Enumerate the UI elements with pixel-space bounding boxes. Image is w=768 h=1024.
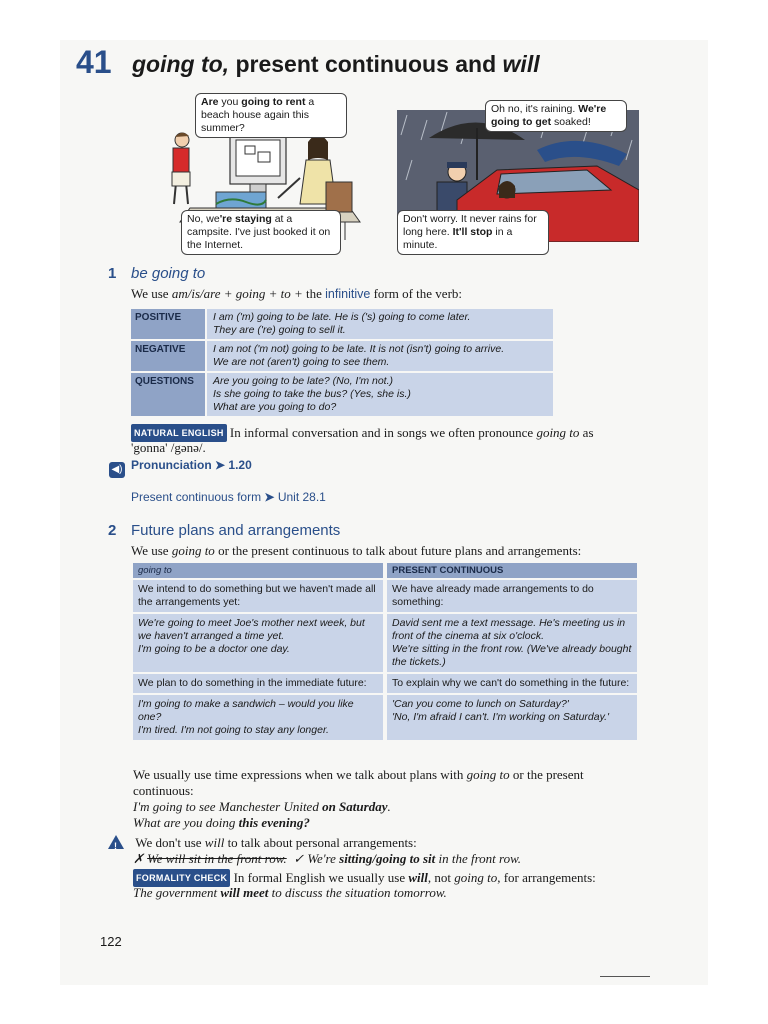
bubble-text: you	[218, 96, 242, 108]
formal-example	[133, 885, 447, 901]
example-text: I'm going to see Manchester United	[133, 799, 323, 814]
intro-italic: going to	[171, 543, 215, 558]
bubble-text-bold: going to rent	[241, 96, 306, 108]
example-line: Are you going to be late? (No, I'm not.)	[213, 375, 394, 387]
note-text: In formal English we usually use	[230, 870, 409, 885]
example-line: We're sitting in the front row. (We've already bought the tickets.)	[392, 643, 632, 668]
cross-ref-label: Present continuous form	[131, 490, 262, 504]
speech-bubble-answer	[181, 210, 341, 255]
bubble-text-bold: We're going to get	[491, 103, 607, 128]
example-line: We're going to meet Joe's mother next week, but we haven't arranged a time yet.	[138, 617, 365, 642]
example-bold: will meet	[220, 885, 269, 900]
table-cell	[133, 614, 383, 672]
table-header	[133, 563, 637, 578]
speech-bubble-dont-worry	[397, 210, 549, 255]
speech-bubble-raining	[485, 100, 627, 132]
example-line: We are not (aren't) going to see them.	[213, 356, 390, 368]
row-examples	[207, 309, 553, 339]
intro-formula: am/is/are + going + to +	[171, 286, 303, 301]
example-line: 'Can you come to lunch on Saturday?'	[392, 698, 569, 710]
table-cell: We plan to do something in the immediate future:	[133, 674, 383, 693]
bubble-text-bold: Are	[201, 96, 219, 108]
present-continuous-link[interactable]	[131, 490, 326, 504]
check-icon: ✓	[293, 851, 305, 866]
natural-english-note-line2: 'gonna' /gənə/.	[131, 440, 206, 455]
intro-text: form of the verb:	[370, 286, 463, 301]
bubble-text: soaked!	[551, 116, 591, 128]
note-text: We usually use time expressions when we talk about plans with	[133, 767, 467, 782]
page-number: 122	[100, 934, 122, 949]
header-present-continuous: PRESENT CONTINUOUS	[387, 563, 637, 578]
example-manchester	[133, 799, 391, 815]
note-text: as	[579, 425, 594, 440]
row-label: QUESTIONS	[131, 373, 205, 416]
note-text: , not	[427, 870, 455, 885]
wrong-example: We will sit in the front row.	[147, 851, 287, 866]
arrow-icon: ➤	[215, 458, 226, 472]
intro-text: We use	[131, 286, 172, 301]
example-line: I'm going to make a sandwich – would you like one?	[138, 698, 354, 723]
cross-icon: ✗	[133, 851, 144, 866]
note-italic: going to	[454, 870, 498, 885]
row-examples	[207, 341, 553, 371]
cross-ref-unit: Unit 28.1	[277, 490, 326, 504]
table-cell	[133, 695, 383, 740]
note-bold: will	[408, 870, 428, 885]
unit-title-going-to: going to,	[132, 51, 230, 77]
right-wrong-examples	[133, 851, 521, 867]
example-text: What are you doing	[133, 815, 239, 830]
example-line: David sent me a text message. He's meeting us in front of the cinema at six o'clock.	[392, 617, 626, 642]
going-to-forms-table	[131, 309, 553, 418]
row-label: NEGATIVE	[131, 341, 205, 371]
table-row	[133, 674, 637, 693]
bubble-text: in a minute.	[403, 226, 513, 251]
note-text: , for arrangements:	[497, 870, 596, 885]
infinitive-keyword: infinitive	[325, 287, 371, 301]
unit-title-middle: present continuous and	[229, 51, 503, 77]
section-2-intro	[131, 543, 581, 559]
example-line: I am ('m) going to be late. He is ('s) going to come later.	[213, 311, 471, 323]
example-line: 'No, I'm afraid I can't. I'm working on Saturday.'	[392, 711, 609, 723]
table-row	[133, 580, 637, 612]
warning-note	[108, 835, 417, 851]
table-cell: To explain why we can't do something in the future:	[387, 674, 637, 693]
pronunciation-ref: 1.20	[228, 458, 252, 472]
warning-italic: will	[204, 835, 225, 850]
example-bold: on Saturday	[322, 799, 388, 814]
bubble-text: No, we	[187, 213, 220, 225]
audio-icon: ◀)	[109, 462, 125, 478]
warning-icon: !	[108, 835, 124, 849]
warning-text: We don't use	[135, 835, 205, 850]
table-row-questions	[131, 373, 553, 418]
section-1-number: 1	[108, 265, 117, 282]
example-line: They are ('re) going to sell it.	[213, 324, 346, 336]
row-examples	[207, 373, 553, 416]
unit-number: 41	[76, 44, 112, 80]
right-example-bold: sitting/going to sit	[339, 851, 436, 866]
bubble-text: Don't worry. It never rains for long here.	[403, 213, 537, 238]
table-cell	[387, 614, 637, 672]
section-1-intro	[131, 286, 462, 302]
table-cell: We intend to do something but we haven't made all the arrangements yet:	[133, 580, 383, 612]
pronunciation-label: Pronunciation	[131, 458, 212, 472]
table-cell	[387, 695, 637, 740]
section-1-title: be going to	[131, 265, 206, 282]
plans-arrangements-table	[133, 563, 637, 740]
bubble-text: Oh no, it's raining.	[491, 103, 579, 115]
example-line: I'm going to be a doctor one day.	[138, 643, 290, 655]
speech-bubble-question	[195, 93, 347, 138]
header-going-to: going to	[133, 563, 383, 578]
table-row-negative	[131, 341, 553, 373]
arrow-icon: ➤	[264, 490, 275, 504]
example-bold: this evening?	[238, 815, 310, 830]
note-text: In informal conversation and in songs we often pronounce	[226, 425, 537, 440]
right-example: We're	[307, 851, 340, 866]
section-2-title: Future plans and arrangements	[131, 522, 341, 539]
bubble-text: at a campsite. I've just booked it on the Internet.	[187, 213, 331, 251]
example-text: to discuss the situation tomorrow.	[268, 885, 447, 900]
pronunciation-link[interactable]	[109, 458, 252, 478]
row-label: POSITIVE	[131, 309, 205, 339]
intro-text: or the present continuous to talk about future plans and arrangements:	[214, 543, 582, 558]
footer-divider	[600, 976, 650, 977]
warning-text: to talk about personal arrangements:	[224, 835, 417, 850]
bubble-text: a beach house again this summer?	[201, 96, 315, 134]
table-row-positive	[131, 309, 553, 341]
unit-title-will: will	[502, 51, 540, 77]
example-line: I am not ('m not) going to be late. It is not (isn't) going to arrive.	[213, 343, 505, 355]
example-line: What are you going to do?	[213, 401, 337, 413]
intro-text: We use	[131, 543, 172, 558]
example-line: I'm tired. I'm not going to stay any longer.	[138, 724, 329, 736]
table-row	[133, 695, 637, 740]
note-italic: going to	[536, 425, 580, 440]
formality-check-badge: FORMALITY CHECK	[133, 869, 230, 887]
right-example: in the front row.	[435, 851, 522, 866]
natural-english-badge: NATURAL ENGLISH	[131, 424, 227, 442]
table-cell: We have already made arrangements to do something:	[387, 580, 637, 612]
section-2-number: 2	[108, 522, 117, 539]
table-row	[133, 614, 637, 672]
unit-title	[132, 51, 540, 78]
bubble-text-bold: It'll stop	[452, 226, 493, 238]
note-text: or the present	[509, 767, 584, 782]
example-this-evening	[133, 815, 310, 831]
example-text: .	[387, 799, 391, 814]
time-expressions-note	[133, 767, 584, 783]
example-text: The government	[133, 885, 221, 900]
intro-text: the	[302, 286, 326, 301]
time-expressions-note-line2: continuous:	[133, 783, 194, 798]
note-italic: going to	[466, 767, 510, 782]
example-line: Is she going to take the bus? (Yes, she is.)	[213, 388, 411, 400]
bubble-text-bold: 're staying	[219, 213, 272, 225]
